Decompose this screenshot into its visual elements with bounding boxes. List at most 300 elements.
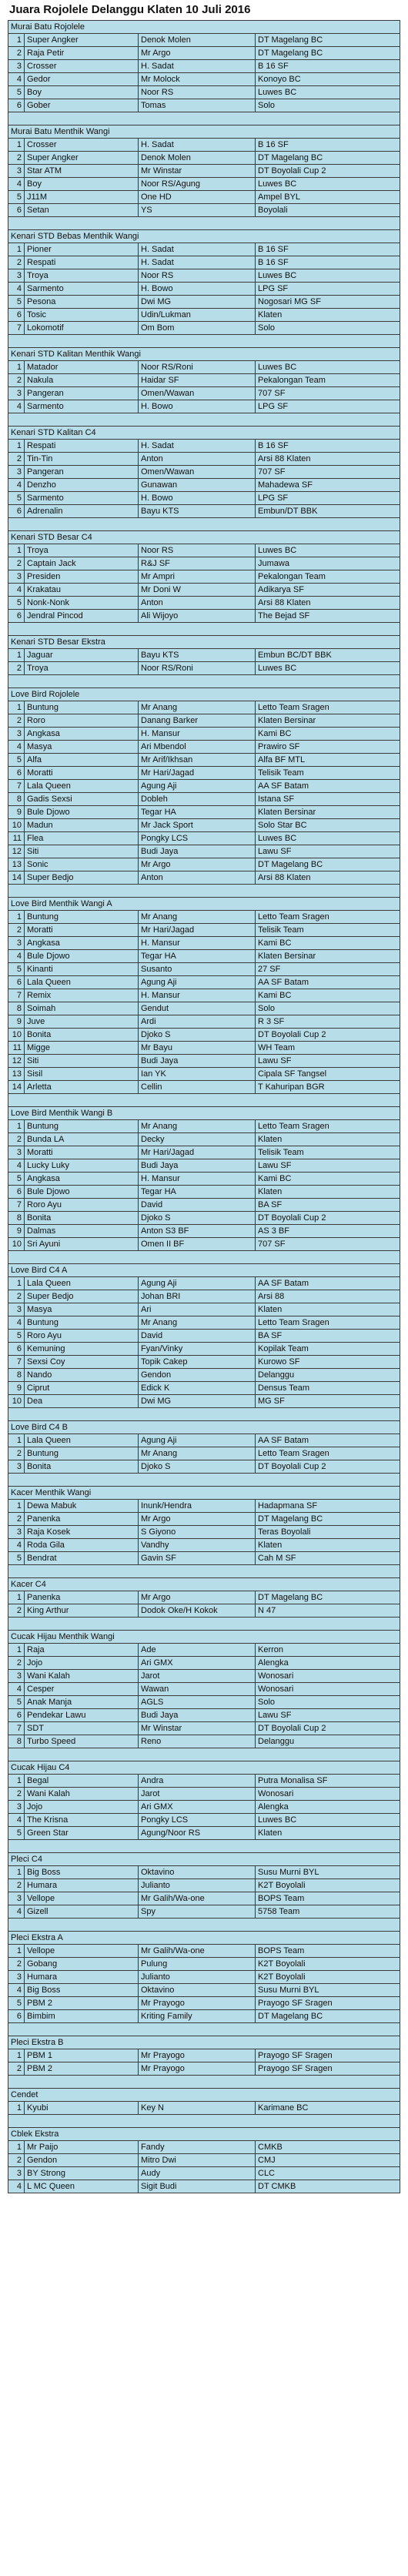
result-row (8, 950, 400, 963)
team-cell: Nogosari MG SF (256, 296, 400, 309)
result-row (8, 1696, 400, 1709)
owner-cell: H. Sadat (139, 243, 256, 256)
rank-cell: 2 (8, 1958, 25, 1971)
owner-cell: Mr Bayu (139, 1042, 256, 1055)
bird-name-cell: Bule Djowo (25, 950, 139, 963)
team-cell: Kami BC (256, 989, 400, 1002)
owner-cell: Denok Molen (139, 152, 256, 165)
team-cell: Susu Murni BYL (256, 1866, 400, 1879)
owner-cell: Noor RS (139, 269, 256, 283)
spacer-row (8, 413, 400, 427)
spacer-row (8, 623, 400, 636)
bird-name-cell: Boy (25, 86, 139, 99)
result-row (8, 269, 400, 283)
section-header-row (8, 2089, 400, 2102)
result-row (8, 466, 400, 479)
rank-cell: 4 (8, 1905, 25, 1919)
team-cell: Luwes BC (256, 1814, 400, 1827)
section-header-row (8, 2128, 400, 2141)
team-cell: CMKB (256, 2141, 400, 2154)
owner-cell: Mr Galih/Wa-one (139, 1945, 256, 1958)
spacer-cell (8, 518, 400, 531)
bird-name-cell: Vellope (25, 1945, 139, 1958)
result-row (8, 610, 400, 623)
owner-cell: Om Bom (139, 322, 256, 335)
team-cell: Teras Boyolali (256, 1526, 400, 1539)
bird-name-cell: Boy (25, 178, 139, 191)
section-title: Murai Batu Rojolele (8, 21, 400, 34)
owner-cell: Noor RS/Agung (139, 178, 256, 191)
owner-cell: H. Mansur (139, 989, 256, 1002)
team-cell: Kami BC (256, 937, 400, 950)
bird-name-cell: Jojo (25, 1801, 139, 1814)
result-row (8, 871, 400, 885)
spacer-cell (8, 1840, 400, 1853)
spacer-cell (8, 1474, 400, 1487)
result-row (8, 1657, 400, 1670)
team-cell: DT Magelang BC (256, 1513, 400, 1526)
rank-cell: 13 (8, 858, 25, 871)
team-cell: DT Magelang BC (256, 47, 400, 60)
team-cell: B 16 SF (256, 256, 400, 269)
team-cell: Cah M SF (256, 1552, 400, 1565)
bird-name-cell: Angkasa (25, 1173, 139, 1186)
rank-cell: 1 (8, 544, 25, 557)
owner-cell: Julianto (139, 1879, 256, 1892)
rank-cell: 2 (8, 924, 25, 937)
owner-cell: Key N (139, 2102, 256, 2115)
rank-cell: 1 (8, 1500, 25, 1513)
section-header-row (8, 1421, 400, 1434)
result-row (8, 400, 400, 413)
section-header-row (8, 1631, 400, 1644)
owner-cell: H. Bowo (139, 400, 256, 413)
team-cell: AA SF Batam (256, 780, 400, 793)
spacer-row (8, 1408, 400, 1421)
bird-name-cell: Krakatau (25, 584, 139, 597)
result-row (8, 492, 400, 505)
bird-name-cell: Sarmento (25, 400, 139, 413)
spacer-cell (8, 1919, 400, 1932)
rank-cell: 5 (8, 1173, 25, 1186)
team-cell: CLC (256, 2167, 400, 2180)
rank-cell: 9 (8, 806, 25, 819)
rank-cell: 2 (8, 2062, 25, 2076)
bird-name-cell: Super Bedjo (25, 871, 139, 885)
owner-cell: Johan BRI (139, 1290, 256, 1303)
rank-cell: 7 (8, 1199, 25, 1212)
result-row (8, 1788, 400, 1801)
result-row (8, 2154, 400, 2167)
result-row (8, 845, 400, 858)
bird-name-cell: Mr Paijo (25, 2141, 139, 2154)
rank-cell: 2 (8, 1879, 25, 1892)
result-row (8, 1146, 400, 1159)
rank-cell: 14 (8, 1081, 25, 1094)
owner-cell: Topik Cakep (139, 1356, 256, 1369)
team-cell: AA SF Batam (256, 976, 400, 989)
owner-cell: H. Mansur (139, 1173, 256, 1186)
result-row (8, 165, 400, 178)
owner-cell: Gunawan (139, 479, 256, 492)
team-cell: Letto Team Sragen (256, 701, 400, 714)
owner-cell: Wawan (139, 1683, 256, 1696)
rank-cell: 3 (8, 1801, 25, 1814)
bird-name-cell: Bonita (25, 1029, 139, 1042)
rank-cell: 2 (8, 714, 25, 728)
rank-cell: 1 (8, 1945, 25, 1958)
team-cell: Letto Team Sragen (256, 911, 400, 924)
bird-name-cell: Respati (25, 440, 139, 453)
bird-name-cell: Kemuning (25, 1343, 139, 1356)
bird-name-cell: Wani Kalah (25, 1788, 139, 1801)
team-cell: Kami BC (256, 1173, 400, 1186)
spacer-row (8, 335, 400, 348)
result-row (8, 1055, 400, 1068)
owner-cell: H. Bowo (139, 283, 256, 296)
owner-cell: Omen/Wawan (139, 387, 256, 400)
team-cell: K2T Boyolali (256, 1958, 400, 1971)
owner-cell: Decky (139, 1133, 256, 1146)
team-cell: Kopilak Team (256, 1343, 400, 1356)
team-cell: Pekalongan Team (256, 374, 400, 387)
owner-cell: Danang Barker (139, 714, 256, 728)
team-cell: Telisik Team (256, 767, 400, 780)
team-cell: K2T Boyolali (256, 1879, 400, 1892)
team-cell: Alfa BF MTL (256, 754, 400, 767)
bird-name-cell: Raja (25, 1644, 139, 1657)
bird-name-cell: Nando (25, 1369, 139, 1382)
spacer-cell (8, 2023, 400, 2036)
result-row (8, 1866, 400, 1879)
bird-name-cell: SDT (25, 1722, 139, 1735)
section-header-row (8, 2036, 400, 2049)
rank-cell: 2 (8, 2154, 25, 2167)
bird-name-cell: Raja Petir (25, 47, 139, 60)
team-cell: Telisik Team (256, 1146, 400, 1159)
result-row (8, 1343, 400, 1356)
bird-name-cell: Gizell (25, 1905, 139, 1919)
owner-cell: Udin/Lukman (139, 309, 256, 322)
team-cell: Klaten (256, 309, 400, 322)
result-row (8, 1238, 400, 1251)
rank-cell: 5 (8, 191, 25, 204)
bird-name-cell: Angkasa (25, 937, 139, 950)
spacer-row (8, 1748, 400, 1761)
rank-cell: 4 (8, 283, 25, 296)
section-header-row (8, 230, 400, 243)
bird-name-cell: Madun (25, 819, 139, 832)
rank-cell: 3 (8, 1460, 25, 1474)
result-row (8, 806, 400, 819)
rank-cell: 14 (8, 871, 25, 885)
team-cell: Jumawa (256, 557, 400, 570)
team-cell: Klaten Bersinar (256, 806, 400, 819)
rank-cell: 10 (8, 1238, 25, 1251)
team-cell: Embun BC/DT BBK (256, 649, 400, 662)
bird-name-cell: Roda Gila (25, 1539, 139, 1552)
owner-cell: Agung Aji (139, 976, 256, 989)
team-cell: Letto Team Sragen (256, 1447, 400, 1460)
team-cell: B 16 SF (256, 243, 400, 256)
rank-cell: 13 (8, 1068, 25, 1081)
team-cell: DT Magelang BC (256, 1591, 400, 1604)
rank-cell: 4 (8, 1814, 25, 1827)
bird-name-cell: Dalmas (25, 1225, 139, 1238)
owner-cell: YS (139, 204, 256, 217)
owner-cell: Noor RS/Roni (139, 662, 256, 675)
spacer-cell (8, 885, 400, 898)
section-header-row (8, 1107, 400, 1120)
section-title: Pleci Ekstra A (8, 1932, 400, 1945)
owner-cell: Omen/Wawan (139, 466, 256, 479)
result-row (8, 976, 400, 989)
owner-cell: Mr Galih/Wa-one (139, 1892, 256, 1905)
rank-cell: 1 (8, 361, 25, 374)
rank-cell: 5 (8, 1330, 25, 1343)
section-header-row (8, 1761, 400, 1775)
team-cell: 5758 Team (256, 1905, 400, 1919)
bird-name-cell: Siti (25, 845, 139, 858)
result-row (8, 649, 400, 662)
rank-cell: 10 (8, 1395, 25, 1408)
team-cell: Klaten Bersinar (256, 714, 400, 728)
rank-cell: 7 (8, 322, 25, 335)
owner-cell: Mr Hari/Jagad (139, 1146, 256, 1159)
team-cell: Karimane BC (256, 2102, 400, 2115)
spacer-cell (8, 1748, 400, 1761)
section-header-row (8, 1264, 400, 1277)
bird-name-cell: Troya (25, 269, 139, 283)
result-row (8, 1212, 400, 1225)
team-cell: Solo Star BC (256, 819, 400, 832)
team-cell: Lawu SF (256, 845, 400, 858)
rank-cell: 1 (8, 1120, 25, 1133)
result-row (8, 374, 400, 387)
spacer-cell (8, 623, 400, 636)
team-cell: N 47 (256, 1604, 400, 1618)
result-row (8, 1303, 400, 1316)
bird-name-cell: Lala Queen (25, 1434, 139, 1447)
bird-name-cell: Bendrat (25, 1552, 139, 1565)
rank-cell: 2 (8, 1513, 25, 1526)
bird-name-cell: Sisil (25, 1068, 139, 1081)
owner-cell: Tegar HA (139, 806, 256, 819)
owner-cell: Mr Winstar (139, 1722, 256, 1735)
result-row (8, 1879, 400, 1892)
section-header-row (8, 348, 400, 361)
bird-name-cell: Siti (25, 1055, 139, 1068)
result-row (8, 963, 400, 976)
team-cell: DT Magelang BC (256, 152, 400, 165)
owner-cell: Denok Molen (139, 34, 256, 47)
rank-cell: 4 (8, 1316, 25, 1330)
bird-name-cell: Migge (25, 1042, 139, 1055)
owner-cell: Edick K (139, 1382, 256, 1395)
spacer-row (8, 2023, 400, 2036)
bird-name-cell: Moratti (25, 1146, 139, 1159)
owner-cell: Mr Jack Sport (139, 819, 256, 832)
owner-cell: Noor RS/Roni (139, 361, 256, 374)
bird-name-cell: Troya (25, 662, 139, 675)
result-row (8, 1709, 400, 1722)
rank-cell: 4 (8, 1539, 25, 1552)
result-row (8, 1722, 400, 1735)
bird-name-cell: Jendral Pincod (25, 610, 139, 623)
rank-cell: 6 (8, 976, 25, 989)
bird-name-cell: Green Star (25, 1827, 139, 1840)
rank-cell: 11 (8, 1042, 25, 1055)
rank-cell: 5 (8, 1696, 25, 1709)
result-row (8, 924, 400, 937)
rank-cell: 1 (8, 1775, 25, 1788)
rank-cell: 4 (8, 400, 25, 413)
rank-cell: 2 (8, 453, 25, 466)
team-cell: Lawu SF (256, 1055, 400, 1068)
bird-name-cell: Moratti (25, 767, 139, 780)
owner-cell: Pulung (139, 1958, 256, 1971)
section-header-row (8, 531, 400, 544)
rank-cell: 5 (8, 1997, 25, 2010)
bird-name-cell: Jojo (25, 1657, 139, 1670)
team-cell: AS 3 BF (256, 1225, 400, 1238)
result-row (8, 1827, 400, 1840)
spacer-cell (8, 2115, 400, 2128)
document-title: Juara Rojolele Delanggu Klaten 10 Juli 2016 (9, 3, 251, 16)
result-row (8, 361, 400, 374)
team-cell: AA SF Batam (256, 1277, 400, 1290)
spacer-row (8, 1618, 400, 1631)
spacer-cell (8, 1618, 400, 1631)
bird-name-cell: Nakula (25, 374, 139, 387)
rank-cell: 8 (8, 793, 25, 806)
team-cell: Konoyo BC (256, 73, 400, 86)
team-cell: DT CMKB (256, 2180, 400, 2193)
owner-cell: Ari GMX (139, 1657, 256, 1670)
owner-cell: Agung Aji (139, 1277, 256, 1290)
rank-cell: 3 (8, 570, 25, 584)
owner-cell: Mr Anang (139, 911, 256, 924)
team-cell: Delanggu (256, 1735, 400, 1748)
bird-name-cell: Presiden (25, 570, 139, 584)
rank-cell: 3 (8, 937, 25, 950)
result-row (8, 309, 400, 322)
bird-name-cell: Bule Djowo (25, 1186, 139, 1199)
rank-cell: 6 (8, 505, 25, 518)
bird-name-cell: Roro Ayu (25, 1330, 139, 1343)
owner-cell: Mr Hari/Jagad (139, 767, 256, 780)
spacer-row (8, 1251, 400, 1264)
owner-cell: Ali Wijoyo (139, 610, 256, 623)
result-row (8, 1395, 400, 1408)
owner-cell: Sigit Budi (139, 2180, 256, 2193)
bird-name-cell: Pangeran (25, 387, 139, 400)
owner-cell: Budi Jaya (139, 1055, 256, 1068)
rank-cell: 12 (8, 845, 25, 858)
bird-name-cell: Super Angker (25, 152, 139, 165)
team-cell: Wonosari (256, 1788, 400, 1801)
team-cell: DT Boyolali Cup 2 (256, 1460, 400, 1474)
bird-name-cell: L MC Queen (25, 2180, 139, 2193)
section-title: Love Bird C4 B (8, 1421, 400, 1434)
rank-cell: 4 (8, 584, 25, 597)
spacer-cell (8, 335, 400, 348)
result-row (8, 86, 400, 99)
section-title: Cblek Ekstra (8, 2128, 400, 2141)
result-row (8, 2167, 400, 2180)
result-row (8, 1159, 400, 1173)
team-cell: Pekalongan Team (256, 570, 400, 584)
result-row (8, 204, 400, 217)
section-title: Pleci Ekstra B (8, 2036, 400, 2049)
result-row (8, 1905, 400, 1919)
result-row (8, 191, 400, 204)
team-cell: Luwes BC (256, 662, 400, 675)
bird-name-cell: PBM 2 (25, 2062, 139, 2076)
bird-name-cell: Troya (25, 544, 139, 557)
team-cell: Lawu SF (256, 1709, 400, 1722)
result-row (8, 1958, 400, 1971)
team-cell: 707 SF (256, 1238, 400, 1251)
bird-name-cell: Jaguar (25, 649, 139, 662)
owner-cell: Susanto (139, 963, 256, 976)
result-row (8, 557, 400, 570)
team-cell: Boyolali (256, 204, 400, 217)
result-row (8, 73, 400, 86)
rank-cell: 4 (8, 73, 25, 86)
owner-cell: Mr Anang (139, 1447, 256, 1460)
owner-cell: Julianto (139, 1971, 256, 1984)
team-cell: Putra Monalisa SF (256, 1775, 400, 1788)
result-row (8, 741, 400, 754)
section-header-row (8, 21, 400, 34)
result-row (8, 1604, 400, 1618)
bird-name-cell: Big Boss (25, 1866, 139, 1879)
owner-cell: Jarot (139, 1670, 256, 1683)
rank-cell: 1 (8, 440, 25, 453)
result-row (8, 440, 400, 453)
result-row (8, 1316, 400, 1330)
team-cell: Solo (256, 322, 400, 335)
team-cell: Arsi 88 (256, 1290, 400, 1303)
owner-cell: Tegar HA (139, 1186, 256, 1199)
section-header-row (8, 1932, 400, 1945)
rank-cell: 2 (8, 557, 25, 570)
result-row (8, 1997, 400, 2010)
team-cell: Densus Team (256, 1382, 400, 1395)
bird-name-cell: Star ATM (25, 165, 139, 178)
rank-cell: 6 (8, 309, 25, 322)
team-cell: BA SF (256, 1199, 400, 1212)
bird-name-cell: Ciprut (25, 1382, 139, 1395)
team-cell: Klaten (256, 1539, 400, 1552)
result-row (8, 1735, 400, 1748)
owner-cell: Djoko S (139, 1212, 256, 1225)
owner-cell: Mr Anang (139, 1316, 256, 1330)
section-title: Love Bird Menthik Wangi A (8, 898, 400, 911)
rank-cell: 1 (8, 701, 25, 714)
result-row (8, 570, 400, 584)
owner-cell: Mr Prayogo (139, 1997, 256, 2010)
section-title: Love Bird Rojolele (8, 688, 400, 701)
team-cell: B 16 SF (256, 139, 400, 152)
owner-cell: S Giyono (139, 1526, 256, 1539)
owner-cell: Mr Anang (139, 1120, 256, 1133)
owner-cell: Budi Jaya (139, 1709, 256, 1722)
rank-cell: 2 (8, 256, 25, 269)
team-cell: Arsi 88 Klaten (256, 871, 400, 885)
spacer-cell (8, 1408, 400, 1421)
